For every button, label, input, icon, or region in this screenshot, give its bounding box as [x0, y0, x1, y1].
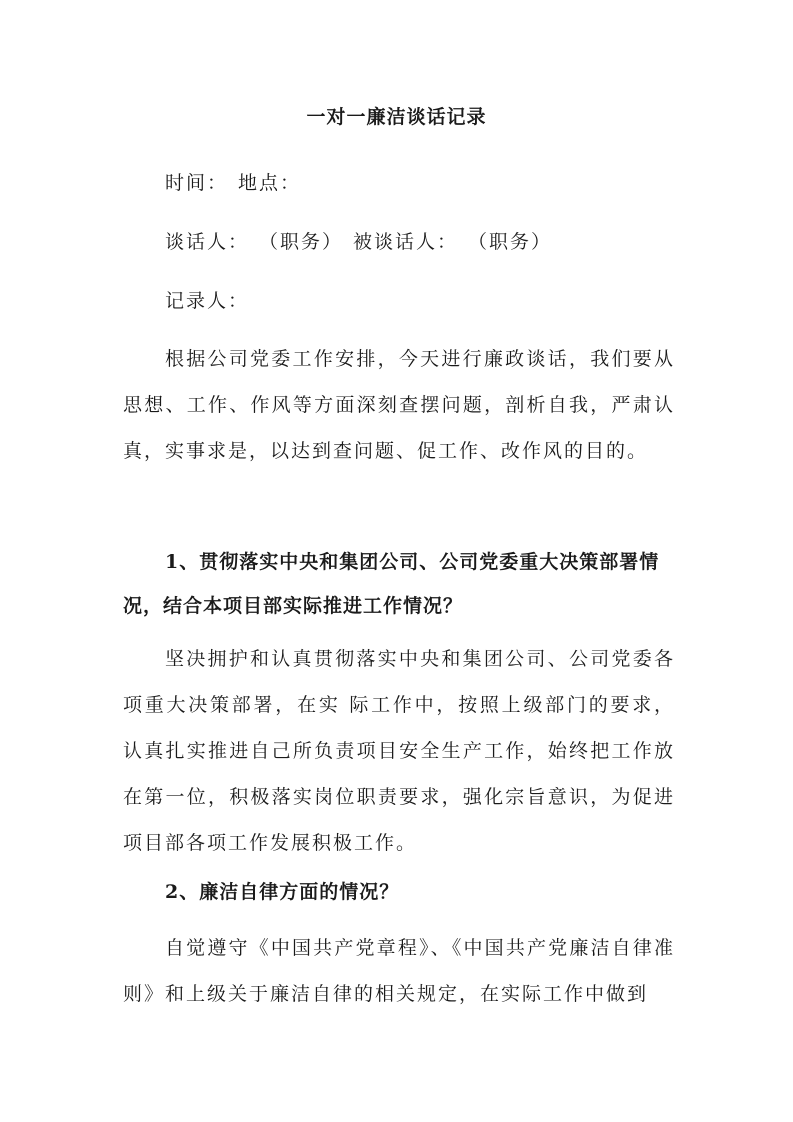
document-title: 一对一廉洁谈话记录: [306, 106, 487, 128]
recorder-line: [165, 286, 249, 313]
section-body-1: 坚决拥护和认真贯彻落实中央和集团公司、公司党委各项重大决策部署，在实 际工作中，按照上级部门的要求，认真扎实推进自己所负责项目安全生产工作，始终把工作放在第一位，积极落实岗位职责要求，强化宗旨意识，为促进项目部各项工作发展积极工作。: [123, 648, 675, 854]
time-label: 时间：: [165, 172, 229, 194]
section-heading-1: 1、贯彻落实中央和集团公司、公司党委重大决策部署情况，结合本项目部实际推进工作情况？: [123, 551, 660, 617]
participants-line: [165, 227, 552, 254]
time-place-line: [165, 168, 301, 195]
section-body-2: 自觉遵守《中国共产党章程》、《中国共产党廉洁自律准则》和上级关于廉洁自律的相关规定，在实际工作中做到: [123, 937, 675, 1005]
speaker-role: （职务）: [259, 231, 344, 253]
recorder-label: 记录人：: [165, 290, 250, 312]
section-heading-2: 2、廉洁自律方面的情况？: [165, 881, 400, 903]
interviewee-role: （职务）: [468, 231, 553, 253]
interviewee-label: 被谈话人：: [353, 231, 459, 253]
intro-paragraph: 根据公司党委工作安排，今天进行廉政谈话，我们要从思想、工作、作风等方面深刻查摆问题，剖析自我，严肃认真，实事求是，以达到查问题、促工作、改作风的目的。: [123, 348, 675, 462]
speaker-label: 谈话人：: [165, 231, 250, 253]
place-label: 地点：: [238, 172, 302, 194]
